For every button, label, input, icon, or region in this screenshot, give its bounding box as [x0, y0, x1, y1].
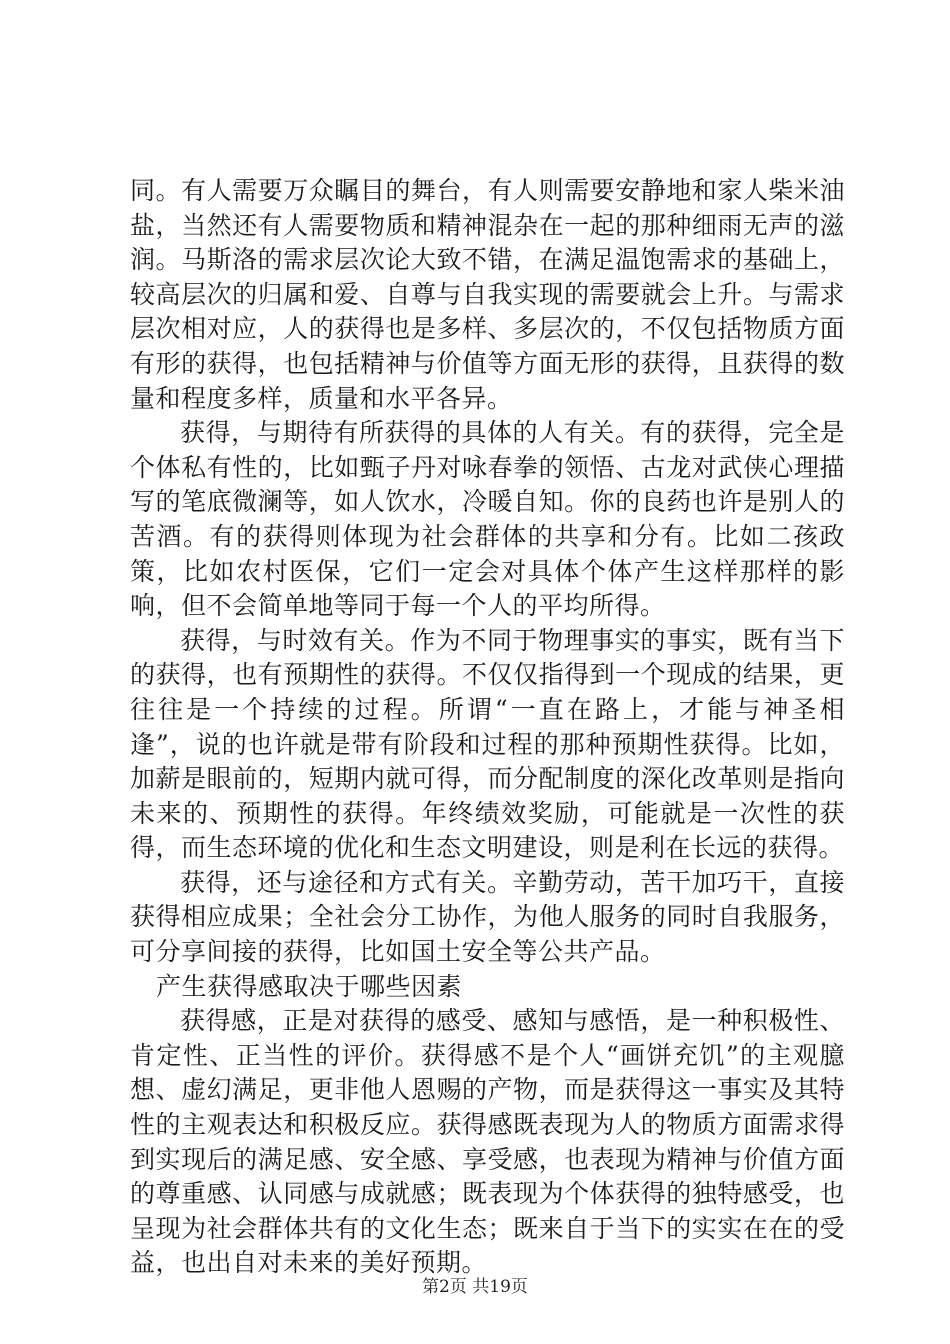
page-footer: 第2页 共19页: [422, 1277, 528, 1297]
paragraph-1: 同。有人需要万众瞩目的舞台，有人则需要安静地和家人柴米油盐，当然还有人需要物质和精神混杂在一起的那种细雨无声的滋润。马斯洛的需求层次论大致不错，在满足温饱需求的基础上，较高层次的归属和爱、自尊与自我实现的需要就会上升。与需求层次相对应，人的获得也是多样、多层次的，不仅包括物质方面有形的获得，也包括精神与价值等方面无形的获得，且获得的数量和程度多样，质量和水平各异。: [130, 176, 845, 413]
paragraph-4: 获得，还与途径和方式有关。辛勤劳动，苦干加巧干，直接获得相应成果；全社会分工协作，为他人服务的同时自我服务，可分享间接的获得，比如国土安全等公共产品。: [130, 867, 845, 967]
paragraph-3: 获得，与时效有关。作为不同于物理事实的事实，既有当下的获得，也有预期性的获得。不仅仅指得到一个现成的结果，更往往是一个持续的过程。所谓“一直在路上，才能与神圣相逢”，说的也许就是带有阶段和过程的那种预期性获得。比如，加薪是眼前的，短期内就可得，而分配制度的深化改革则是指向未来的、预期性的获得。年终绩效奖励，可能就是一次性的获得，而生态环境的优化和生态文明建设，则是利在长远的获得。: [130, 625, 845, 863]
paragraph-2: 获得，与期待有所获得的具体的人有关。有的获得，完全是个体私有性的，比如甄子丹对咏春拳的领悟、古龙对武侠心理描写的笔底微澜等，如人饮水，冷暖自知。你的良药也许是别人的苦酒。有的获得则体现为社会群体的共享和分有。比如二孩政策，比如农村医保，它们一定会对具体个体产生这样那样的影响，但不会简单地等同于每一个人的平均所得。: [130, 418, 845, 621]
paragraph-5: 获得感，正是对获得的感受、感知与感悟，是一种积极性、肯定性、正当性的评价。获得感不是个人“画饼充饥”的主观臆想、虚幻满足，更非他人恩赐的产物，而是获得这一事实及其特性的主观表达和积极反应。获得感既表现为人的物质方面需求得到实现后的满足感、安全感、享受感，也表现为精神与价值方面的尊重感、认同感与成就感；既表现为个体获得的独特感受，也呈现为社会群体共有的文化生态；既来自于当下的实实在在的受益，也出自对未来的美好预期。: [130, 1006, 845, 1278]
section-heading: 产生获得感取决于哪些因素: [156, 971, 463, 1001]
document-body: [130, 174, 845, 1281]
